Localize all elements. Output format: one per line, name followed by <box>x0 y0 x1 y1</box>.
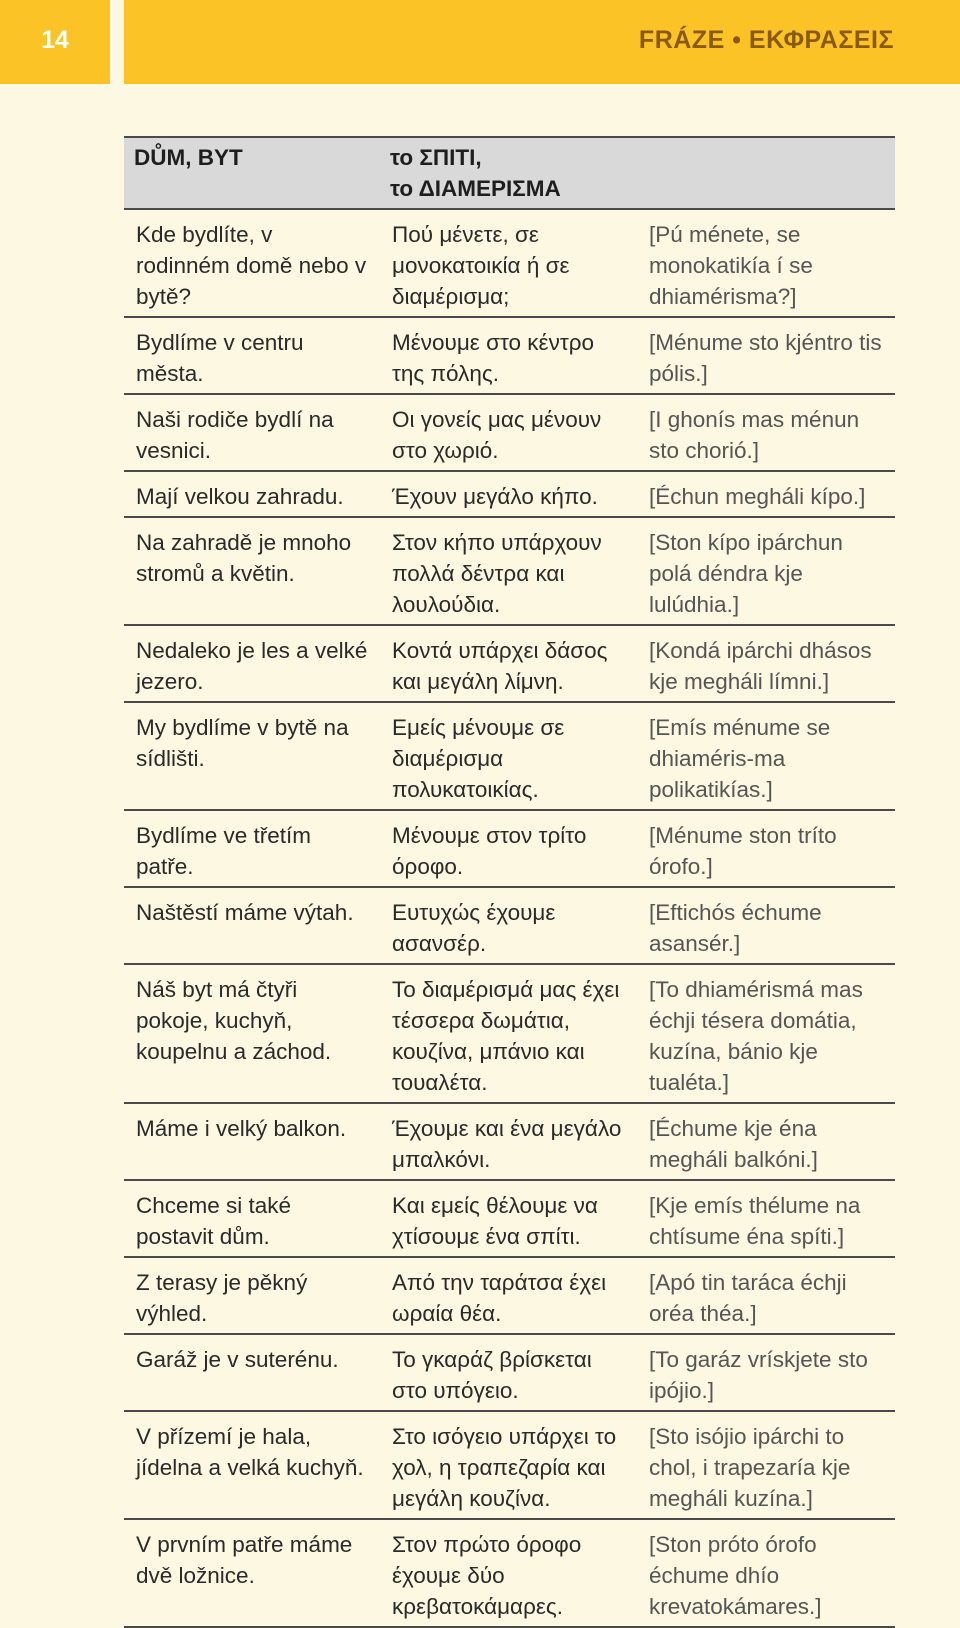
greek-phrase: Εμείς μένουμε σε διαμέρισμα πολυκατοικίας. <box>380 702 637 810</box>
czech-phrase: Z terasy je pěkný výhled. <box>124 1257 380 1334</box>
page-header <box>0 0 960 84</box>
greek-phrase: Έχουν μεγάλο κήπο. <box>380 471 637 517</box>
phonetic-transcription: [Échume kje éna megháli balkóni.] <box>637 1103 895 1180</box>
czech-phrase: Nedaleko je les a velké jezero. <box>124 625 380 702</box>
table-row <box>124 964 895 1103</box>
table-row <box>124 1180 895 1257</box>
phonetic-transcription: [Ston próto órofo échume dhío krevatokámares.] <box>637 1519 895 1627</box>
heading-phonetic <box>637 137 895 209</box>
czech-phrase: Chceme si také postavit dům. <box>124 1180 380 1257</box>
heading-greek-line2: το ΔΙΑΜΕΡΙΣΜΑ <box>390 176 561 201</box>
czech-phrase: Na zahradě je mnoho stromů a květin. <box>124 517 380 625</box>
phonetic-transcription: [Apó tin taráca échji oréa théa.] <box>637 1257 895 1334</box>
czech-phrase: Bydlíme v centru města. <box>124 317 380 394</box>
czech-phrase: V přízemí je hala, jídelna a velká kuchyň. <box>124 1411 380 1519</box>
greek-phrase: Στον κήπο υπάρχουν πολλά δέντρα και λουλούδια. <box>380 517 637 625</box>
table-row <box>124 209 895 317</box>
table-heading-row <box>124 137 895 209</box>
czech-phrase: Naši rodiče bydlí na vesnici. <box>124 394 380 471</box>
heading-greek <box>380 137 637 209</box>
greek-phrase: Οι γονείς μας μένουν στο χωριό. <box>380 394 637 471</box>
table-row <box>124 1519 895 1627</box>
phonetic-transcription: [Ménume ston tríto órofo.] <box>637 810 895 887</box>
table-row <box>124 810 895 887</box>
czech-phrase: Mají velkou zahradu. <box>124 471 380 517</box>
greek-phrase: Μένουμε στον τρίτο όροφο. <box>380 810 637 887</box>
phonetic-transcription: [Eftichós échume asansér.] <box>637 887 895 964</box>
phonetic-transcription: [Échun megháli kípo.] <box>637 471 895 517</box>
page-number: 14 <box>0 0 110 84</box>
greek-phrase: Από την ταράτσα έχει ωραία θέα. <box>380 1257 637 1334</box>
table-row <box>124 1411 895 1519</box>
czech-phrase: Bydlíme ve třetím patře. <box>124 810 380 887</box>
header-gap <box>110 0 124 84</box>
greek-phrase: Στον πρώτο όροφο έχουμε δύο κρεβατοκάμαρες. <box>380 1519 637 1627</box>
czech-phrase: Náš byt má čtyři pokoje, kuchyň, koupelnu a záchod. <box>124 964 380 1103</box>
table-row <box>124 702 895 810</box>
phonetic-transcription: [I ghonís mas ménun sto chorió.] <box>637 394 895 471</box>
greek-phrase: Μένουμε στο κέντρο της πόλης. <box>380 317 637 394</box>
table-row <box>124 471 895 517</box>
czech-phrase: Kde bydlíte, v rodinném domě nebo v bytě? <box>124 209 380 317</box>
greek-phrase: Και εμείς θέλουμε να χτίσουμε ένα σπίτι. <box>380 1180 637 1257</box>
heading-czech: DŮM, BYT <box>124 137 380 209</box>
czech-phrase: Naštěstí máme výtah. <box>124 887 380 964</box>
phonetic-transcription: [Ston kípo ipárchun polá déndra kje lulúdhia.] <box>637 517 895 625</box>
czech-phrase: Máme i velký balkon. <box>124 1103 380 1180</box>
phonetic-transcription: [Emís ménume se dhiaméris-ma polikatikías.] <box>637 702 895 810</box>
section-title: FRÁZE • ΕΚΦΡΑΣΕΙΣ <box>638 25 894 54</box>
table-row <box>124 517 895 625</box>
greek-phrase: Ευτυχώς έχουμε ασανσέρ. <box>380 887 637 964</box>
table-row <box>124 1257 895 1334</box>
phonetic-transcription: [To dhiamérismá mas échji tésera domátia, kuzína, bánio kje tualéta.] <box>637 964 895 1103</box>
phonetic-transcription: [Sto isójio ipárchi to chol, i trapezaría kje megháli kuzína.] <box>637 1411 895 1519</box>
table-row <box>124 887 895 964</box>
header-band <box>124 0 960 84</box>
table-row <box>124 1334 895 1411</box>
phonetic-transcription: [To garáz vrískjete sto ipójio.] <box>637 1334 895 1411</box>
table-row <box>124 625 895 702</box>
greek-phrase: Το διαμέρισμά μας έχει τέσσερα δωμάτια, κουζίνα, μπάνιο και τουαλέτα. <box>380 964 637 1103</box>
heading-greek-line1: το ΣΠΙΤΙ, <box>390 145 482 170</box>
phonetic-transcription: [Kje emís thélume na chtísume éna spíti.] <box>637 1180 895 1257</box>
phrase-table <box>124 136 895 1628</box>
phonetic-transcription: [Pú ménete, se monokatikía í se dhiamérisma?] <box>637 209 895 317</box>
greek-phrase: Πού μένετε, σε μονοκατοικία ή σε διαμέρισμα; <box>380 209 637 317</box>
greek-phrase: Στο ισόγειο υπάρχει το χολ, η τραπεζαρία και μεγάλη κουζίνα. <box>380 1411 637 1519</box>
table-row <box>124 394 895 471</box>
phonetic-transcription: [Ménume sto kjéntro tis pólis.] <box>637 317 895 394</box>
czech-phrase: Garáž je v suterénu. <box>124 1334 380 1411</box>
greek-phrase: Το γκαράζ βρίσκεται στο υπόγειο. <box>380 1334 637 1411</box>
czech-phrase: My bydlíme v bytě na sídlišti. <box>124 702 380 810</box>
czech-phrase: V prvním patře máme dvě ložnice. <box>124 1519 380 1627</box>
greek-phrase: Έχουμε και ένα μεγάλο μπαλκόνι. <box>380 1103 637 1180</box>
phonetic-transcription: [Kondá ipárchi dhásos kje megháli límni.] <box>637 625 895 702</box>
greek-phrase: Κοντά υπάρχει δάσος και μεγάλη λίμνη. <box>380 625 637 702</box>
table-row <box>124 1103 895 1180</box>
table-row <box>124 317 895 394</box>
